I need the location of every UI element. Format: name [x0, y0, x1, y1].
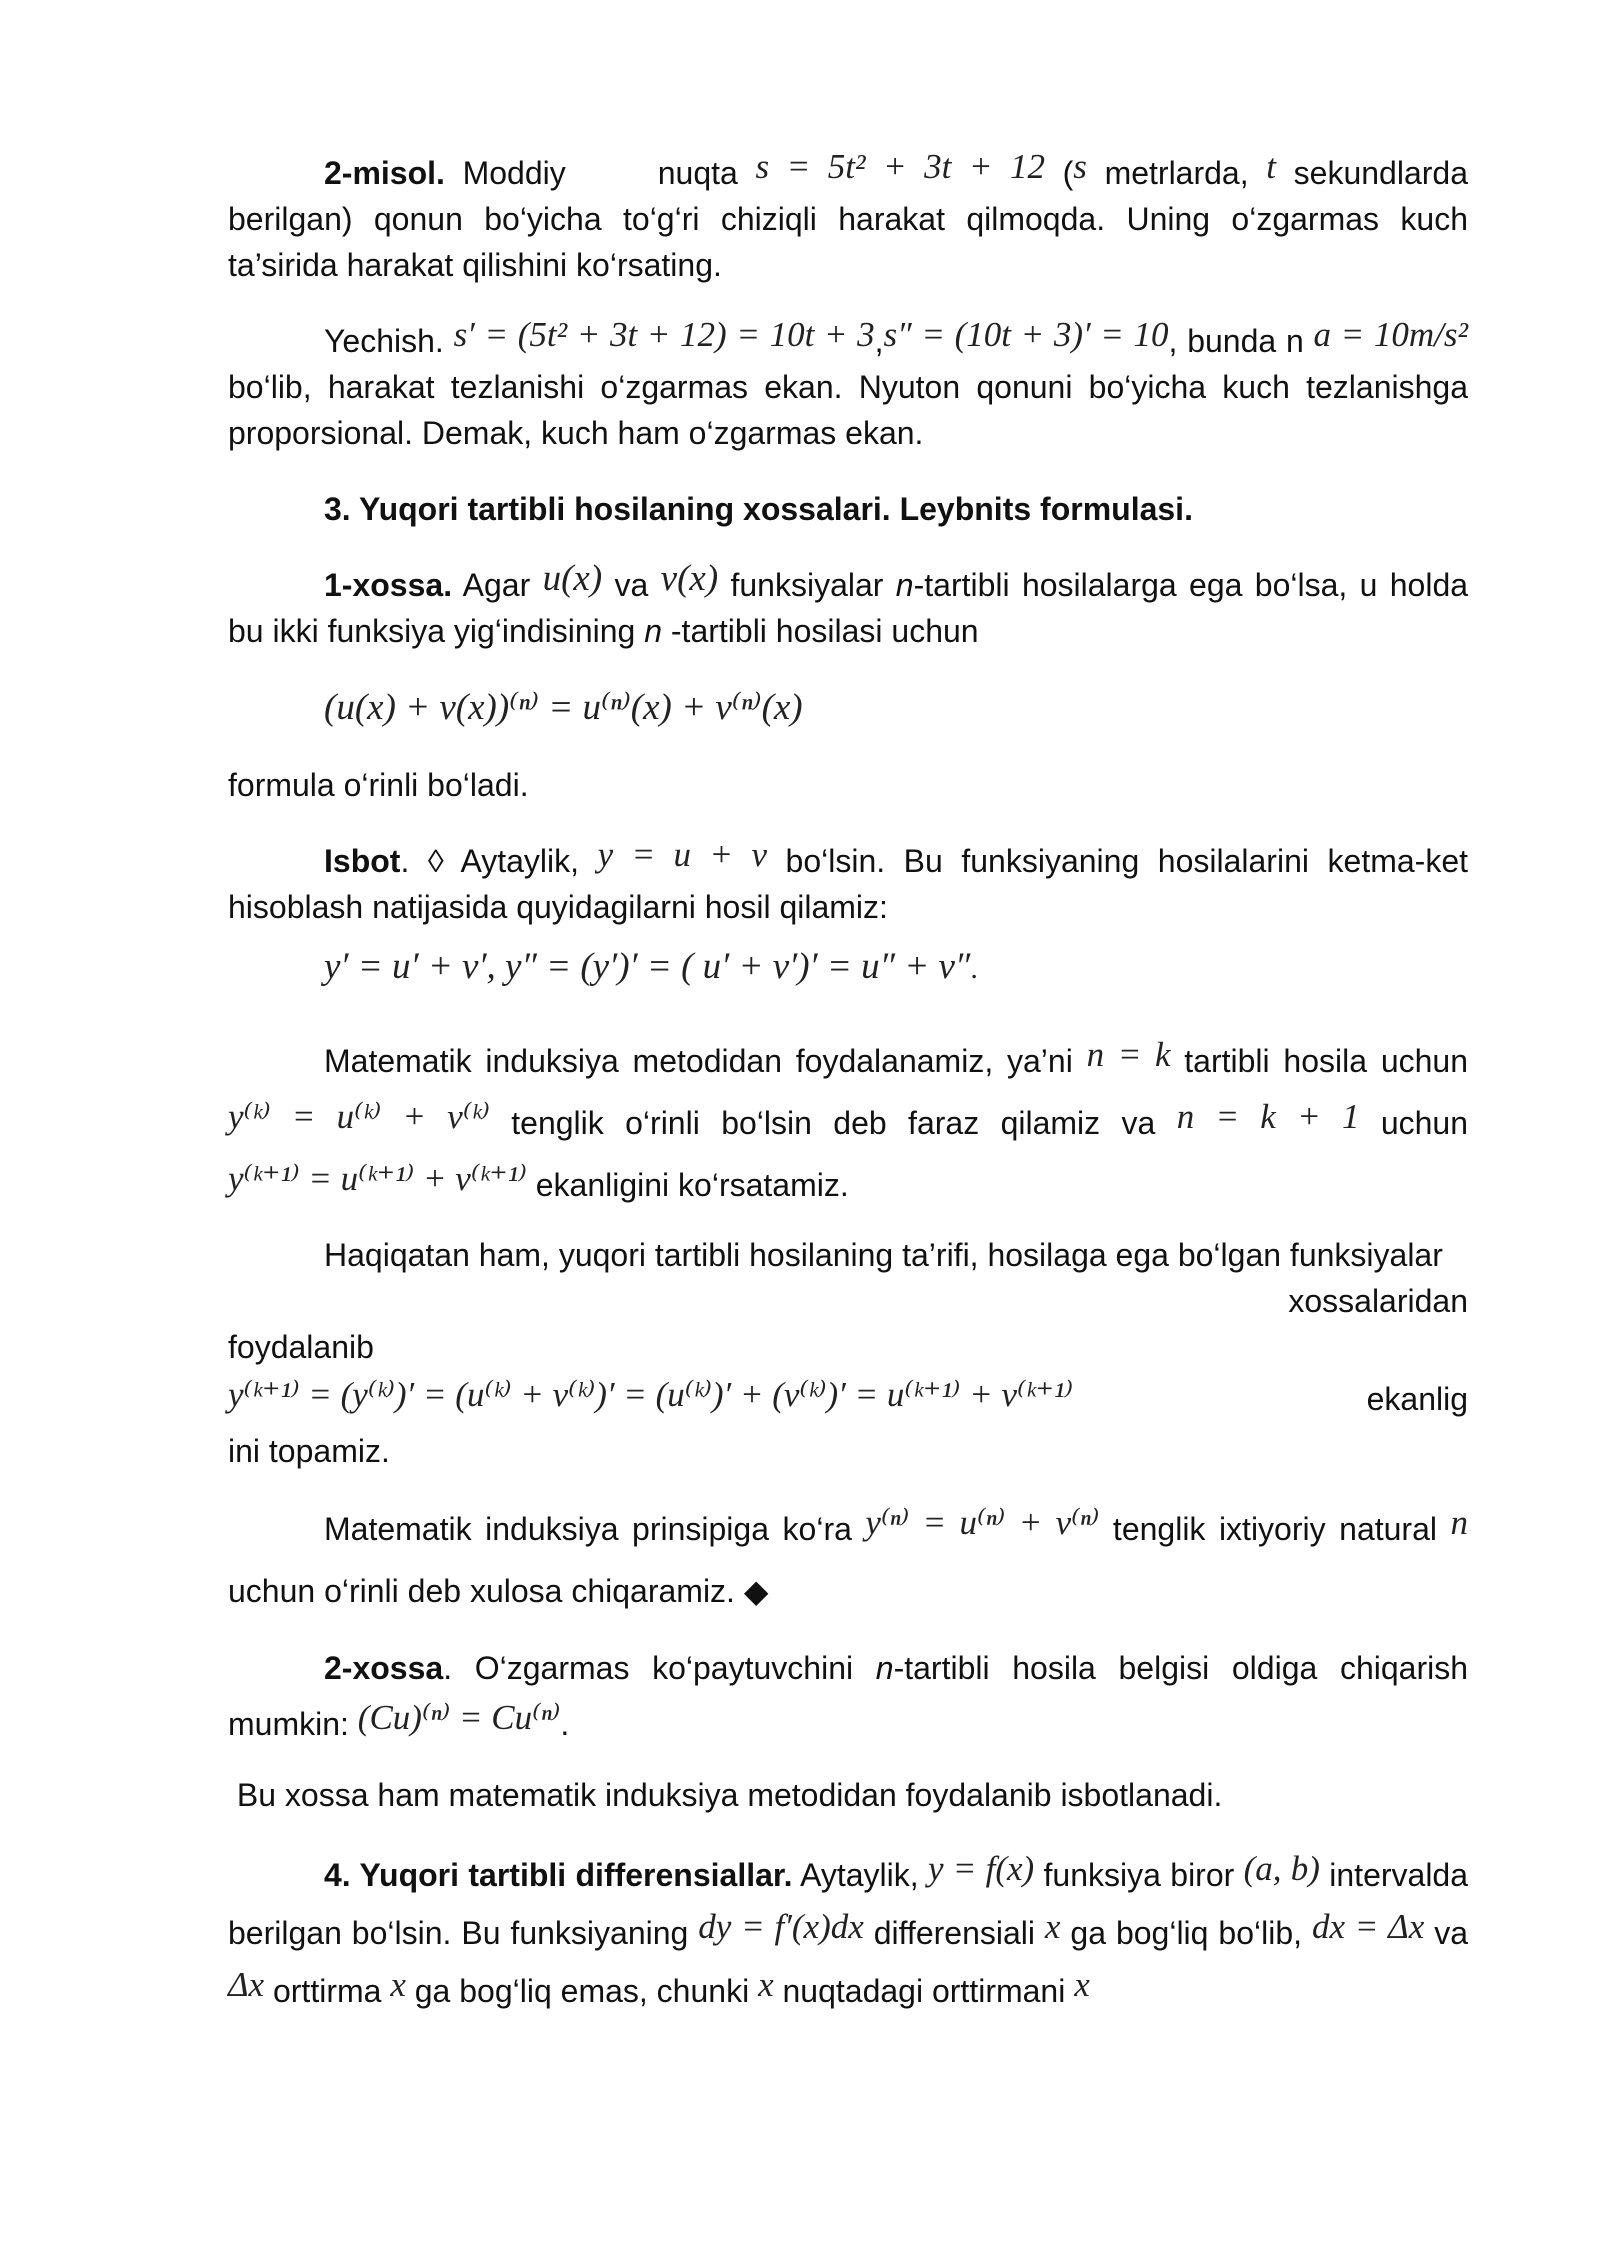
var-n: n: [1450, 1503, 1469, 1542]
formula-n-eq-k-plus-1: n = k + 1: [1176, 1097, 1360, 1136]
solution-paragraph: [228, 315, 1468, 456]
text: -tartibli hosilalarga ega bo‘lsa, u holda bu ikki funksiya yig‘indisining: [228, 567, 1469, 649]
text: ekanlig: [1366, 1381, 1468, 1417]
text: tartibli hosila uchun: [1170, 1043, 1469, 1079]
text: ini topamiz.: [228, 1433, 390, 1469]
text: uchun: [1359, 1105, 1469, 1141]
var-t: t: [1266, 147, 1277, 186]
indeed-line-5: [228, 1428, 1468, 1474]
property-2-proof-note: Bu xossa ham matematik induksiya metodidan foydalanib isbotlanadi.: [228, 1777, 1223, 1813]
property-2-paragraph: [228, 1640, 1468, 1752]
text: bo‘lsin. Bu funksiyaning hosilalarini ketma-ket hisoblash natijasida quyidagilarni hosil qilamiz:: [228, 843, 1469, 925]
display-formula-derivatives: [228, 942, 1468, 994]
formula-y-n: y⁽ⁿ⁾ = u⁽ⁿ⁾ + v⁽ⁿ⁾: [865, 1503, 1100, 1542]
text: tenglik ixtiyoriy natural: [1099, 1511, 1451, 1547]
var-s: s: [1073, 147, 1087, 186]
formula-interval-a-b: (a, b): [1243, 1849, 1320, 1888]
formula-dx-eq-delta-x: dx = Δx: [1311, 1907, 1425, 1946]
text: va: [1424, 1915, 1468, 1951]
formula-v-x: v(x): [660, 558, 719, 599]
formula-induction-step: y⁽ᵏ⁺¹⁾ = (y⁽ᵏ⁾)′ = (u⁽ᵏ⁾ + v⁽ᵏ⁾)′ = (u⁽ᵏ⁾)′ + (v⁽ᵏ⁾)′ = u⁽ᵏ⁺¹⁾ + v⁽ᵏ⁺¹⁾: [228, 1375, 1074, 1414]
text: -tartibli hosilasi uchun: [662, 613, 979, 649]
proof-label: Isbot: [324, 843, 401, 879]
text: intervalda berilgan bo‘lsin. Bu funksiyaning: [228, 1857, 1469, 1951]
var-x: x: [1074, 1965, 1090, 2004]
section-3-heading: [228, 486, 1468, 532]
text: Matematik induksiya metodidan foydalanamiz, ya’ni: [324, 1043, 1087, 1079]
text: bo‘lib, harakat tezlanishi o‘zgarmas ekan. Nyuton qonuni bo‘yicha kuch tezlanishga proporsional. Demak, kuch ham o‘zgarmas ekan.: [228, 369, 1468, 451]
property-1-paragraph: [228, 558, 1469, 654]
var-n: n: [895, 567, 914, 603]
formula-dy: dy = f′(x)dx: [698, 1907, 864, 1946]
var-x: x: [1044, 1907, 1061, 1946]
text: tenglik o‘rinli bo‘lsin deb faraz qilamiz va: [489, 1105, 1177, 1141]
formula-motion-law: s = 5t² + 3t + 12: [755, 147, 1045, 186]
proof-paragraph: [228, 835, 1469, 930]
text: nuqtadagi orttirmani: [773, 1973, 1075, 2009]
text: Matematik induksiya prinsipiga ko‘ra: [324, 1511, 866, 1547]
formula-constant-factor: (Cu)⁽ⁿ⁾ = Cu⁽ⁿ⁾: [357, 1698, 561, 1737]
formula-text: y′ = u′ + v′, y″ = (y′)′ = ( u′ + v′)′ = u″ + v″: [324, 946, 971, 987]
indeed-formula-line: [228, 1370, 1468, 1428]
section-4-title: 4. Yuqori tartibli differensiallar.: [324, 1857, 793, 1893]
text: .: [560, 1706, 570, 1742]
formula-acceleration: a = 10m/s²: [1313, 315, 1468, 354]
indeed-line-2: [228, 1278, 1468, 1324]
text: Aytaylik,: [792, 1857, 929, 1893]
text: foydalanib: [228, 1329, 374, 1365]
formula-y-eq-f-x: y = f(x): [928, 1849, 1035, 1888]
var-n: n: [875, 1650, 894, 1686]
text: ekanligini ko‘rsatamiz.: [526, 1167, 849, 1203]
example-2-label: 2-misol.: [324, 155, 445, 191]
formula-n-eq-k: n = k: [1086, 1035, 1171, 1074]
formula-valid-paragraph: formula o‘rinli bo‘ladi.: [228, 767, 529, 803]
text: differensiali: [863, 1915, 1045, 1951]
property-1-label: 1-xossa.: [324, 567, 453, 603]
formula-delta-x: Δx: [228, 1965, 265, 2004]
var-x: x: [390, 1965, 406, 2004]
text: nuqta: [657, 155, 756, 191]
var-x: x: [758, 1965, 774, 2004]
conclusion-paragraph: [228, 1498, 1468, 1622]
formula-second-derivative: s″ = (10t + 3)′ = 10: [883, 315, 1169, 354]
var-n: n: [644, 613, 662, 649]
text: Agar: [452, 567, 543, 603]
indeed-paragraph: [228, 1232, 1468, 1278]
text: Yechish.: [324, 323, 454, 359]
text: . O‘zgarmas ko‘paytuvchini: [443, 1650, 876, 1686]
formula-period: .: [970, 952, 978, 985]
induction-paragraph: [228, 1030, 1468, 1216]
text: orttirma: [264, 1973, 391, 2009]
text: metrlarda,: [1086, 155, 1267, 191]
example-2-paragraph: [228, 147, 1469, 288]
text: . ◊ Aytaylik,: [400, 843, 598, 879]
text: (: [1044, 155, 1074, 191]
text: va: [602, 567, 661, 603]
formula-first-derivative: s′ = (5t² + 3t + 12) = 10t + 3: [453, 315, 875, 354]
formula-u-x: u(x): [542, 558, 603, 599]
text: Moddiy: [444, 155, 566, 191]
formula-y-eq-u-plus-v: y = u + v: [597, 835, 767, 874]
property-2-label: 2-xossa: [324, 1650, 444, 1686]
section-3-title: 3. Yuqori tartibli hosilaning xossalari. Leybnits formulasi.: [324, 491, 1193, 527]
text: xossalaridan: [1288, 1283, 1468, 1319]
text: uchun o‘rinli deb xulosa chiqaramiz. ◆: [228, 1573, 769, 1609]
text: Haqiqatan ham, yuqori tartibli hosilaning ta’rifi, hosilaga ega bo‘lgan funksiyalar: [324, 1237, 1443, 1273]
text: funksiya biror: [1034, 1857, 1244, 1893]
formula-y-k: y⁽ᵏ⁾ = u⁽ᵏ⁾ + v⁽ᵏ⁾: [228, 1097, 490, 1136]
text: ,: [874, 323, 884, 359]
document-content: [228, 147, 1469, 2020]
indeed-line-3: [228, 1324, 1468, 1370]
formula-y-k-plus-1: y⁽ᵏ⁺¹⁾ = u⁽ᵏ⁺¹⁾ + v⁽ᵏ⁺¹⁾: [228, 1159, 527, 1198]
text: -tartibli hosila belgisi oldiga chiqarish mumkin:: [228, 1650, 1469, 1742]
display-formula-sum-derivative: (u(x) + v(x))⁽ⁿ⁾ = u⁽ⁿ⁾(x) + v⁽ⁿ⁾(x): [324, 687, 803, 728]
text: ga bog‘liq emas, chunki: [405, 1973, 759, 2009]
text: , bunda n: [1168, 323, 1314, 359]
section-4-paragraph: [228, 1846, 1468, 2020]
text: ga bog‘liq bo‘lib,: [1060, 1915, 1312, 1951]
text: funksiyalar: [718, 567, 896, 603]
text: sekundlarda berilgan) qonun bo‘yicha to‘g‘ri chiziqli harakat qilmoqda. Uning o‘zgarmas kuch ta’sirida harakat qilishini ko‘rsating.: [228, 155, 1469, 283]
